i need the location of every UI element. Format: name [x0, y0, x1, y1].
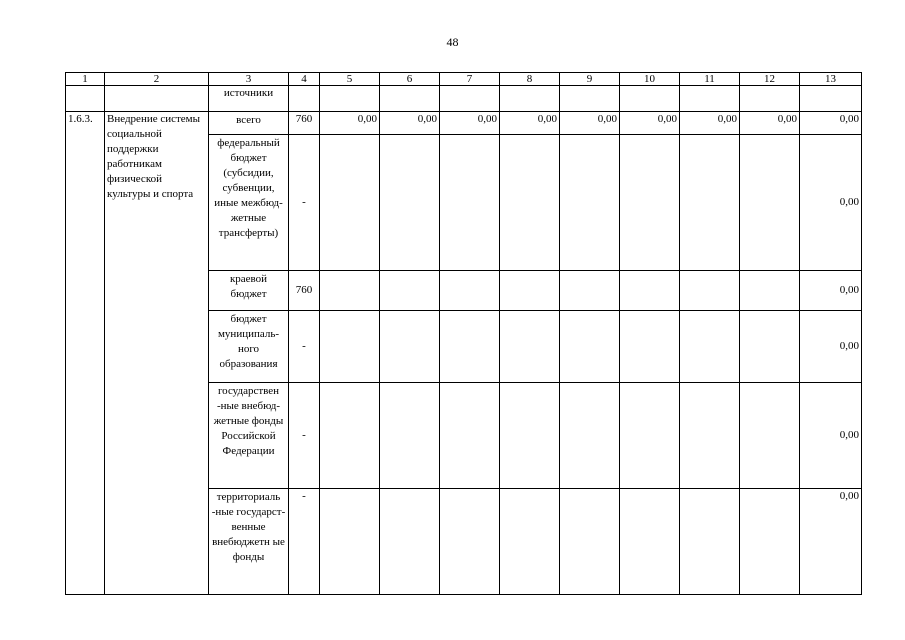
col4-value: - [289, 135, 320, 271]
sources-continuation-row [66, 86, 862, 112]
source-name: федеральный бюджет (субсидии, субвенции, иные межбюд-жетные трансферты) [209, 135, 289, 271]
total-value: 0,00 [800, 489, 862, 595]
table-cell [620, 383, 680, 489]
table-cell [680, 135, 740, 271]
table-cell [680, 86, 740, 112]
table-cell [560, 271, 620, 311]
table-cell [500, 383, 560, 489]
table-cell [440, 135, 500, 271]
table-cell [680, 271, 740, 311]
table-cell [560, 135, 620, 271]
source-name: бюджет муниципаль-ного образования [209, 311, 289, 383]
item-code: 1.6.3. [66, 112, 105, 595]
table-cell [289, 86, 320, 112]
column-header: 12 [740, 73, 800, 86]
value-cell: 0,00 [320, 112, 380, 135]
total-value: 0,00 [800, 311, 862, 383]
value-cell: 0,00 [440, 112, 500, 135]
table-cell [320, 271, 380, 311]
value-cell: 0,00 [800, 112, 862, 135]
table-cell [620, 311, 680, 383]
table-cell [320, 311, 380, 383]
column-header: 9 [560, 73, 620, 86]
value-cell: 0,00 [740, 112, 800, 135]
table-cell [500, 271, 560, 311]
source-name: государствен -ные внебюд-жетные фонды Российской Федерации [209, 383, 289, 489]
table-cell [380, 86, 440, 112]
source-name: территориаль -ные государст-венные внебюджетн ые фонды [209, 489, 289, 595]
table-cell [500, 489, 560, 595]
value-cell: 0,00 [680, 112, 740, 135]
table-cell [620, 135, 680, 271]
column-header: 7 [440, 73, 500, 86]
table-cell [560, 86, 620, 112]
table-cell [320, 86, 380, 112]
table-cell [440, 489, 500, 595]
item-name: Внедрение системы социальной поддержки работникам физической культуры и спорта [105, 112, 209, 595]
column-header: 1 [66, 73, 105, 86]
value-cell: 0,00 [620, 112, 680, 135]
sources-label: источники [209, 86, 289, 112]
table-cell [620, 271, 680, 311]
column-header: 10 [620, 73, 680, 86]
table-cell [66, 86, 105, 112]
column-header: 2 [105, 73, 209, 86]
page-number: 48 [446, 35, 459, 49]
table-cell [320, 135, 380, 271]
table-cell [380, 135, 440, 271]
col4-value: - [289, 311, 320, 383]
column-header: 11 [680, 73, 740, 86]
table-cell [560, 311, 620, 383]
table-cell [680, 489, 740, 595]
table-cell [740, 383, 800, 489]
table-cell [440, 311, 500, 383]
col4-value: - [289, 489, 320, 595]
table-cell [380, 271, 440, 311]
column-header: 13 [800, 73, 862, 86]
table-cell [320, 489, 380, 595]
table-cell [740, 271, 800, 311]
table-cell [560, 383, 620, 489]
column-header: 3 [209, 73, 289, 86]
total-value: 0,00 [800, 135, 862, 271]
column-header: 6 [380, 73, 440, 86]
column-header: 8 [500, 73, 560, 86]
table-cell [500, 135, 560, 271]
table-cell [740, 86, 800, 112]
table-cell [620, 489, 680, 595]
column-header: 5 [320, 73, 380, 86]
value-cell: 0,00 [380, 112, 440, 135]
source-name: краевой бюджет [209, 271, 289, 311]
table-cell [380, 383, 440, 489]
value-cell: 0,00 [500, 112, 560, 135]
total-value: 0,00 [800, 383, 862, 489]
table-cell [105, 86, 209, 112]
table-cell [680, 311, 740, 383]
table-cell [440, 86, 500, 112]
source-name: всего [209, 112, 289, 135]
table-cell [680, 383, 740, 489]
table-cell [740, 311, 800, 383]
value-cell: 0,00 [560, 112, 620, 135]
budget-table [65, 72, 862, 595]
table-cell [380, 489, 440, 595]
column-number-row [66, 73, 862, 86]
table-cell [740, 489, 800, 595]
column-header: 4 [289, 73, 320, 86]
col4-value: - [289, 383, 320, 489]
table-cell [500, 86, 560, 112]
total-value: 0,00 [800, 271, 862, 311]
col4-value: 760 [289, 271, 320, 311]
table-cell [380, 311, 440, 383]
table-row [66, 112, 862, 135]
table-cell [620, 86, 680, 112]
table-cell [560, 489, 620, 595]
table-cell [440, 383, 500, 489]
table-cell [440, 271, 500, 311]
table-cell [500, 311, 560, 383]
table-cell [740, 135, 800, 271]
table-cell [800, 86, 862, 112]
table-cell [320, 383, 380, 489]
col4-value: 760 [289, 112, 320, 135]
